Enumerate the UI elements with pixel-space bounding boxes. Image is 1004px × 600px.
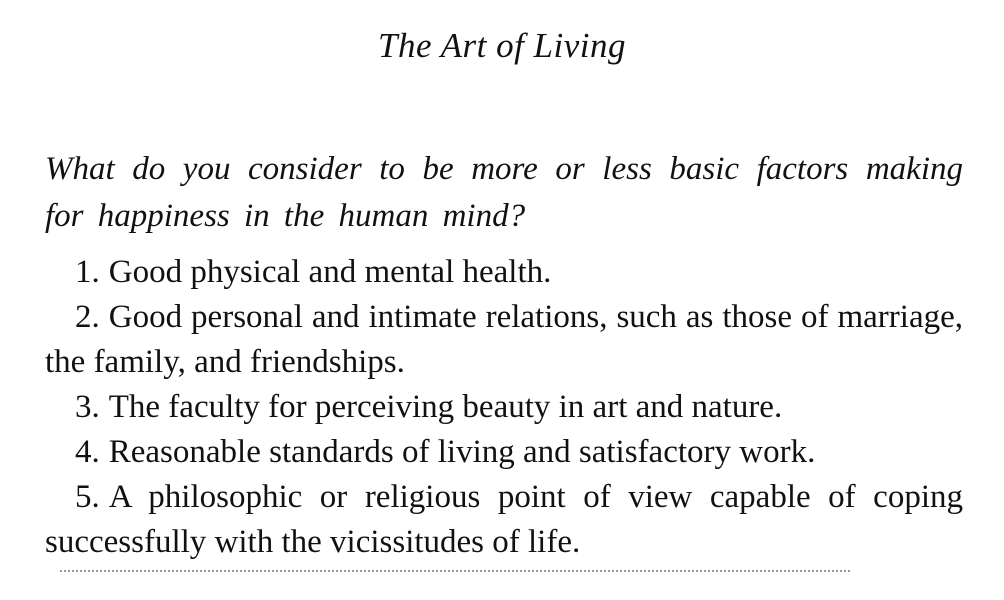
answer-number: 2. [75, 299, 100, 335]
answer-text: A philosophic or religious point of view capable of coping successfully with the vicissitudes of life. [45, 479, 963, 560]
answer-text: Reasonable standards of living and satisfactory work. [108, 434, 816, 470]
answer-list [45, 250, 963, 565]
answer-text: Good personal and intimate relations, such as those of marriage, the family, and friendships. [45, 299, 963, 380]
answer-number: 4. [75, 434, 100, 470]
answer-number: 5. [75, 479, 100, 515]
cropped-next-line [60, 570, 850, 576]
answer-item [45, 430, 963, 475]
answer-item [45, 250, 963, 295]
answer-text: The faculty for perceiving beauty in art and nature. [108, 389, 783, 425]
answer-item [45, 475, 963, 565]
answer-text: Good physical and mental health. [108, 254, 552, 290]
answer-number: 1. [75, 254, 100, 290]
running-head: The Art of Living [377, 26, 626, 65]
answer-number: 3. [75, 389, 100, 425]
question-text: What do you consider to be more or less basic factors making for happiness in the human mind? [45, 151, 963, 234]
answer-item [45, 295, 963, 385]
answer-item [45, 385, 963, 430]
